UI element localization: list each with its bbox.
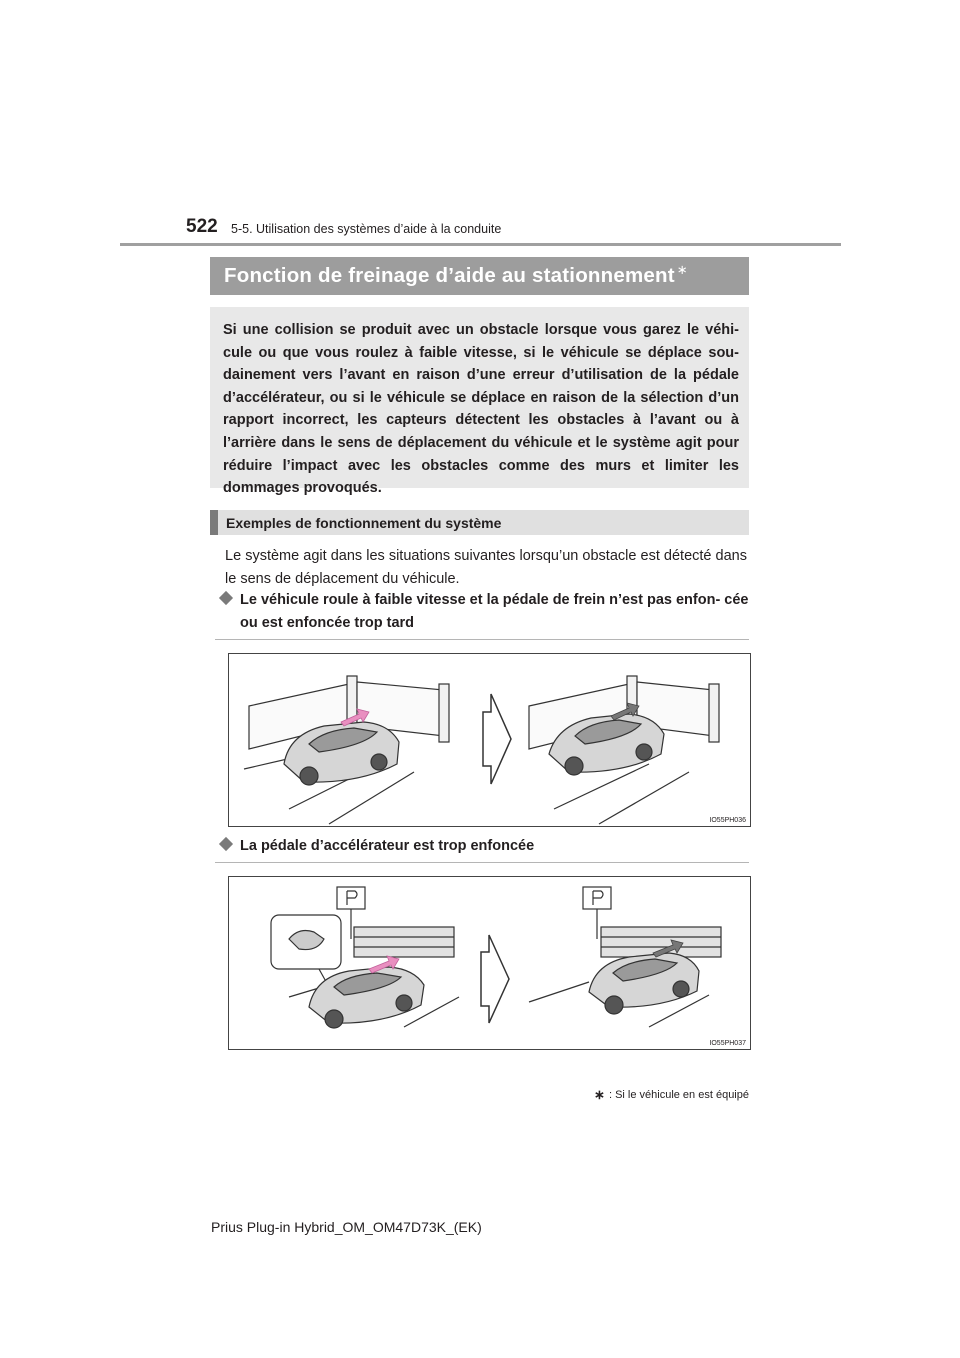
subheading-marker <box>210 510 218 535</box>
footnote-text: : Si le véhicule en est équipé <box>608 1089 749 1101</box>
intro-summary-box <box>210 307 749 497</box>
page-number: 522 <box>186 216 218 237</box>
case-heading-2 <box>215 835 749 863</box>
equipment-asterisk-icon: ∗ <box>676 262 688 277</box>
subheading-bar <box>210 510 749 535</box>
asterisk-icon: ∗ <box>594 1087 605 1102</box>
illustration-low-speed <box>228 653 751 827</box>
footnote <box>594 1087 749 1103</box>
case-heading-text: La pédale d’accélérateur est trop enfoncée <box>240 838 535 854</box>
page-title: Fonction de freinage d’aide au stationnement ∗ <box>224 262 688 287</box>
body-paragraph: Le système agit dans les situations suivantes lorsqu’un obstacle est détecté dans le sens de déplacement du véhicule. <box>225 548 747 587</box>
figure-code: IO55PH036 <box>709 817 746 824</box>
case-heading-1 <box>215 589 749 640</box>
diamond-bullet-icon <box>219 591 233 605</box>
section-breadcrumb: 5-5. Utilisation des systèmes d’aide à la conduite <box>231 222 502 236</box>
document-footer: Prius Plug-in Hybrid_OM_OM47D73K_(EK) <box>211 1219 482 1235</box>
subheading-text: Exemples de fonctionnement du système <box>226 514 502 531</box>
case-heading-text: Le véhicule roule à faible vitesse et la pédale de frein n’est pas enfon- cée ou est enfoncée trop tard <box>240 592 749 631</box>
diamond-bullet-icon <box>219 837 233 851</box>
low-speed-collision-illustration <box>229 654 750 826</box>
section-title-bar <box>210 257 749 295</box>
accelerator-pressed-illustration <box>229 877 750 1049</box>
intro-text: Si une collision se produit avec un obstacle lorsque vous garez le véhi- cule ou que vous roulez à faible vitesse, si le véhicule se déplace sou- dainement vers l’avant en raison d’une erreur d’utilisation de la pédale d’accélérateur, ou si le véhicule se déplace en raison de la sélection d’un rapport incorrect, les capteurs détectent les obstacles à l’avant ou à l’arrière dans le sens de déplacement du véhicule et le système agit pour réduire l’impact avec les obstacles comme des murs et limiter les dommages provoqués. <box>223 322 739 497</box>
illustration-accelerator <box>228 876 751 1050</box>
figure-code: IO55PH037 <box>709 1040 746 1047</box>
header-divider <box>120 243 841 246</box>
